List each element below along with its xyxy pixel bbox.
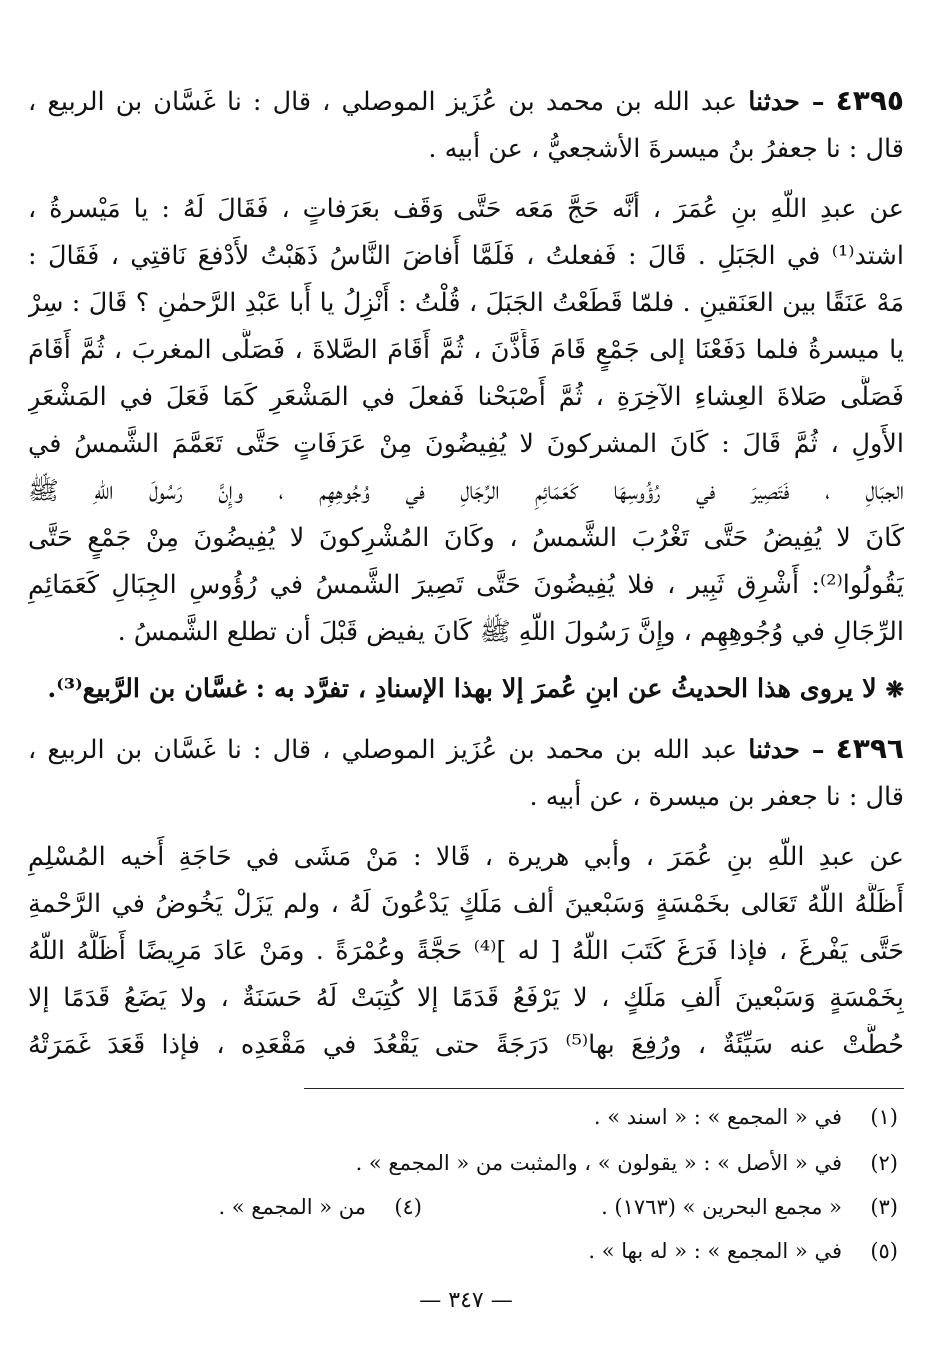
hadith-4395-lead: – حدثنا [748, 87, 825, 117]
hadith-4396-isnad-line-2: قال : نا جعفر بن ميسرة ، عن أبيه . [529, 782, 904, 812]
hadith-4396-number: ٤٣٩٦ [835, 732, 904, 765]
footnote [38, 1236, 898, 1266]
hadith-4395-matn-line: كَانَ لا يُفِيضُ حَتَّى تَغْرُبَ الشَّمسُ ، وكَانَ المُشْرِكونَ لا يُفِيضُونَ مِنْ جَمْعٍ حَتَّى [28, 523, 904, 553]
hadith-4395-matn-line: يَقُولُوا⁽²⁾: أَشْرِق ثَبِير ، فلا يُفِيضُونَ حَتَّى تَصِيرَ الشَّمسُ في رُؤُوسِ الجِبَالِ كَعَمَائِمِ [28, 570, 904, 600]
hadith-4395-matn-line: عن عبدِ اللّهِ بنِ عُمَرَ ، أنَّه حَجَّ مَعَه حَتَّى وَقَف بعَرَفاتٍ ، فَقَالَ لَهُ : يا مَيْسرةُ ، [28, 194, 904, 224]
hadith-4395-matn-line: الجبَالِ ، فَتَصِيرَ في رُؤُوسِهَا كَعَمَائِمِ الرِّجَالِ في وُجُوهِهِم ، وإِنَّ رَسُولَ اللّهِ ﷺ [28, 476, 904, 506]
hadith-4395-matn-line: الرِّجَالِ في وُجُوهِهِم ، وإِنَّ رَسُولَ اللّهِ ﷺ كَانَ يفيض قَبْلَ أن تطلع الشَّمسُ . [117, 617, 904, 647]
hadith-4395-matn-line: فَصَلَّى صَلاةَ العِشاءِ الآخِرَةِ ، ثُمَّ أَصْبَحْنا فَفعلَ في المَشْعَرِ كَمَا فَعَلَ في المَشْعَرِ [28, 382, 904, 412]
footnote-number: (٣) [870, 1195, 898, 1219]
hadith-4395-isnad-rest: عبد الله بن محمد بن عُزَيز الموصلي ، قال : نا غَسَّان بن الربيع ، [28, 87, 738, 117]
hadith-4395-matn-line: مَهْ عَنَقًا بين العَنَقينِ . فلمّا قَطَعْتُ الجَبَلَ ، قُلْتُ : أَنْزِلُ يا أَبا عَبْدِ الرَّحمٰنِ ؟ قَالَ : سِرْ [28, 288, 904, 318]
hadith-4395-isnad-line-1 [28, 80, 904, 122]
asterisk-icon: ❋ [885, 677, 904, 703]
hadith-4395-matn-line: اشتد⁽¹⁾ في الجَبَلِ . قَالَ : فَفعلتُ ، فَلَمَّا أَفاضَ النَّاسُ ذَهَبْتُ لأَدْفعَ نَاقتِي ، فَقَالَ : [28, 241, 904, 271]
hadith-4395-note [28, 668, 904, 710]
footnote-text: في « المجمع » : « له بها » . [588, 1239, 842, 1263]
hadith-4396-matn-line: عن عبدِ اللّهِ بنِ عُمَرَ ، وأبي هريرة ، قَالا : مَنْ مَشَى في حَاجَةِ أَخيه المُسْلِمِ [28, 842, 904, 872]
hadith-4396-lead: – حدثنا [748, 735, 825, 765]
page-number: — ٣٤٧ — [419, 1288, 513, 1313]
footnote-text: « مجمع البحرين » (١٧٦٣) . [601, 1195, 842, 1219]
hadith-4395-matn-line: يا ميسرةُ فلما دَفَعْنَا إلى جَمْعٍ قَامَ فَأَذَّنَ ، ثُمَّ أَقَامَ الصَّلاةَ ، فَصَلَّى المغربَ ، ثُمَّ أَقَامَ [28, 335, 904, 365]
hadith-4396-matn-line: حُطَّتْ عنه سَيِّئَةٌ ، ورُفِعَ بها⁽⁵⁾ دَرَجَةً حتى يَقْعُدَ في مَقْعَدِه ، فإذا قَعَدَ غَمَرَتْهُ [28, 1030, 904, 1060]
hadith-4396-matn-line: أَظَلَّهُ اللّهُ تَعَالى بخَمْسَةٍ وَسَبْعينَ ألف مَلَكٍ يَدْعُونَ لَهُ ، ولم يَزَلْ يَخُوضُ في الرَّحْمةِ [28, 889, 904, 919]
footnote-number: (٤) [394, 1195, 422, 1219]
footnote [38, 1102, 898, 1132]
footnote-number: (١) [870, 1105, 898, 1129]
hadith-4395-matn-line: الأَولِ ، ثُمَّ قَالَ : كَانَ المشركونَ لا يُفِيضُونَ مِنْ عَرَفَاتٍ حَتَّى تَعَمَّمَ الشَّمسُ في [28, 429, 904, 459]
footnote-text: من « المجمع » . [218, 1195, 366, 1219]
hadith-4395-isnad-line-2: قال : نا جعفرُ بنُ ميسرةَ الأشجعيُّ ، عن أبيه . [428, 134, 904, 164]
footnote-divider [304, 1088, 904, 1089]
footnote-text: في « الأصل » : « يقولون » ، والمثبت من « المجمع » . [355, 1151, 842, 1175]
hadith-4395-number: ٤٣٩٥ [835, 84, 904, 117]
hadith-4396-isnad-line-1 [28, 728, 904, 770]
footnote-text: في « المجمع » : « اسند » . [593, 1105, 842, 1129]
footnote [38, 1148, 898, 1178]
hadith-4396-matn-line: بِخَمْسَةٍ وَسَبْعينَ أَلفِ مَلَكٍ ، لا يَرْفَعُ قَدَمًا إلا كُتِبَتْ لَهُ حَسَنَةٌ ، ولا يَضَعُ قَدَمًا إلا [28, 983, 904, 1013]
hadith-4396-isnad-rest: عبد الله بن محمد بن عُزَيز الموصلي ، قال : نا غَسَّان بن الربيع ، [28, 735, 738, 765]
hadith-4396-matn-line: حَتَّى يَفْرغَ ، فإذا فَرَغَ كَتَبَ اللّهُ [ له ]⁽⁴⁾ حَجَّةً وعُمْرَةً . ومَنْ عَادَ مَرِيضًا أَظَلَّهُ اللّهُ [28, 936, 904, 966]
footnote [38, 1192, 898, 1222]
hadith-4395-note-text: لا يروى هذا الحديثُ عن ابنِ عُمرَ إلا بهذا الإسنادِ ، تفرَّد به : غسَّان بن الرَّبيع⁽³⁾. [47, 674, 877, 704]
footnote-number: (٥) [870, 1239, 898, 1263]
footnote-number: (٢) [870, 1151, 898, 1175]
